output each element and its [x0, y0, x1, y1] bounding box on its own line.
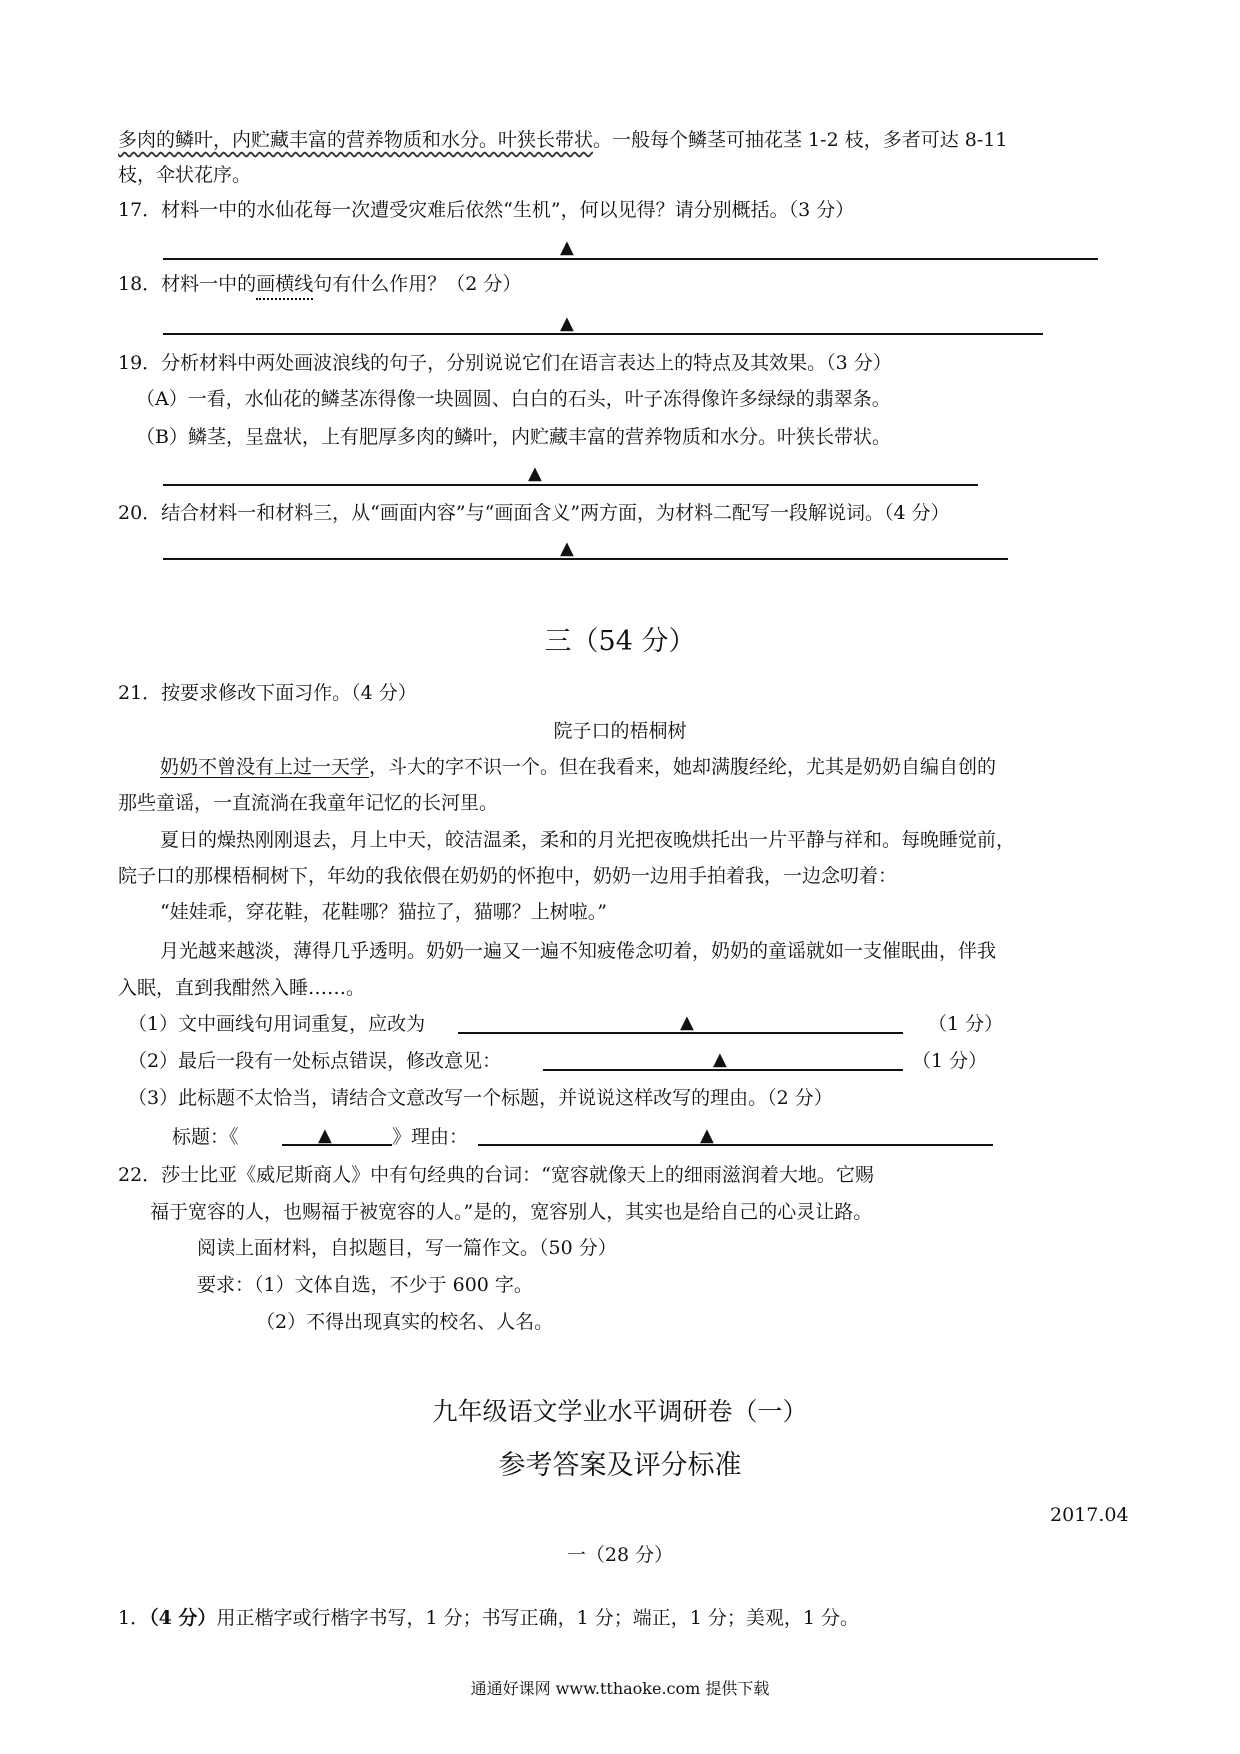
page-footer: 通通好课网 www.tthaoke.com 提供下载	[470, 1679, 770, 1698]
answer-key-title: 九年级语文学业水平调研卷（一）	[432, 1397, 808, 1426]
answer-mark: ▲	[560, 313, 574, 334]
question-22-cont: 福于宽容的人，也赐福于被宽容的人。”是的，宽容别人，其实也是给自己的心灵让路。	[150, 1201, 873, 1223]
answer-mark: ▲	[700, 1125, 714, 1146]
dotted-emphasis: 画横线	[256, 273, 313, 300]
essay-paragraph-1-cont: 那些童谣，一直流淌在我童年记忆的长河里。	[118, 792, 499, 814]
sub-question-1: （1）文中画线句用词重复，应改为	[128, 1013, 426, 1035]
answer-line[interactable]	[163, 258, 1098, 260]
answer-mark: ▲	[680, 1012, 694, 1033]
question-20: 20．结合材料一和材料三，从“画面内容”与“画面含义”两方面，为材料二配写一段解说词。（4 分）	[118, 502, 950, 524]
sub-question-2: （2）最后一段有一处标点错误，修改意见：	[128, 1050, 502, 1072]
sub-question-2-score: （1 分）	[912, 1050, 988, 1072]
reason-answer-line[interactable]	[478, 1144, 993, 1146]
question-19-b: （B）鳞茎，呈盘状，上有肥厚多肉的鳞叶，内贮藏丰富的营养物质和水分。叶狭长带状。	[136, 426, 891, 448]
title-answer-line[interactable]	[282, 1144, 392, 1146]
requirement-2: （2）不得出现真实的校名、人名。	[256, 1311, 554, 1333]
section-3-heading: 三（54 分）	[544, 626, 696, 657]
sub-question-1-score: （1 分）	[928, 1013, 1004, 1035]
answer-line[interactable]	[163, 484, 978, 486]
answer-mark: ▲	[318, 1125, 332, 1146]
answer-mark: ▲	[528, 463, 542, 484]
answer-mark: ▲	[713, 1049, 727, 1070]
answer-section-1-heading: 一（28 分）	[566, 1544, 674, 1566]
question-19: 19．分析材料中两处画波浪线的句子，分别说说它们在语言表达上的特点及其效果。（3 分）	[118, 352, 892, 374]
question-18: 18．材料一中的画横线句有什么作用？（2 分）	[118, 271, 521, 297]
question-21: 21．按要求修改下面习作。（4 分）	[118, 682, 417, 704]
essay-paragraph-1: 奶奶不曾没有上过一天学，斗大的字不识一个。但在我看来，她却满腹经纶，尤其是奶奶自编自创的	[160, 756, 997, 778]
reason-label: 》理由：	[392, 1126, 469, 1148]
answer-mark: ▲	[560, 237, 574, 258]
answer-line[interactable]	[543, 1069, 903, 1071]
material-line-1: 多肉的鳞叶，内贮藏丰富的营养物质和水分。叶狭长带状。一般每个鳞茎可抽花茎 1-2 枝，多者可达 8-11	[118, 129, 1008, 151]
underlined-sentence: 奶奶不曾没有上过一天学	[160, 756, 370, 778]
question-22-instruction: 阅读上面材料，自拟题目，写一篇作文。（50 分）	[197, 1237, 617, 1259]
answer-key-subtitle: 参考答案及评分标准	[498, 1450, 742, 1481]
essay-paragraph-4: 月光越来越淡，薄得几乎透明。奶奶一遍又一遍不知疲倦念叨着，奶奶的童谣就如一支催眠曲，伴我	[160, 940, 997, 962]
essay-paragraph-2-cont: 院子口的那棵梧桐树下，年幼的我依偎在奶奶的怀抱中，奶奶一边用手拍着我，一边念叨着：	[118, 865, 898, 887]
material-line-2: 枝，伞状花序。	[118, 164, 252, 186]
essay-paragraph-4-cont: 入眠，直到我酣然入睡……。	[118, 977, 366, 999]
answer-line[interactable]	[458, 1032, 903, 1034]
wavy-sentence: 多肉的鳞叶，内贮藏丰富的营养物质和水分。叶狭长带状	[118, 129, 594, 151]
answer-line[interactable]	[163, 558, 1008, 560]
title-label: 标题：《	[172, 1126, 239, 1148]
sub-question-3: （3）此标题不太恰当，请结合文意改写一个标题，并说说这样改写的理由。（2 分）	[128, 1087, 833, 1109]
essay-paragraph-3: “娃娃乖，穿花鞋，花鞋哪？猫拉了，猫哪？上树啦。”	[160, 901, 607, 923]
essay-title: 院子口的梧桐树	[553, 720, 687, 742]
question-19-a: （A）一看，水仙花的鳞茎冻得像一块圆圆、白白的石头，叶子冻得像许多绿绿的翡翠条。	[136, 388, 891, 410]
answer-key-date: 2017.04	[1050, 1504, 1129, 1526]
answer-1-score: （4 分）	[149, 1607, 217, 1629]
answer-line[interactable]	[163, 333, 1043, 335]
answer-mark: ▲	[560, 538, 574, 559]
question-22: 22．莎士比亚《威尼斯商人》中有句经典的台词：“宽容就像天上的细雨滋润着大地。它赐	[118, 1164, 874, 1186]
answer-1: 1．（4 分）用正楷字或行楷字书写，1 分；书写正确，1 分；端正，1 分；美观，1 分。	[118, 1607, 859, 1629]
question-17: 17．材料一中的水仙花每一次遭受灾难后依然“生机”，何以见得？请分别概括。（3 分）	[118, 199, 855, 221]
essay-paragraph-2: 夏日的燥热刚刚退去，月上中天，皎洁温柔，柔和的月光把夜晚烘托出一片平静与祥和。每晚睡觉前，	[160, 829, 1016, 851]
requirement-1: 要求：（1）文体自选，不少于 600 字。	[197, 1274, 533, 1296]
